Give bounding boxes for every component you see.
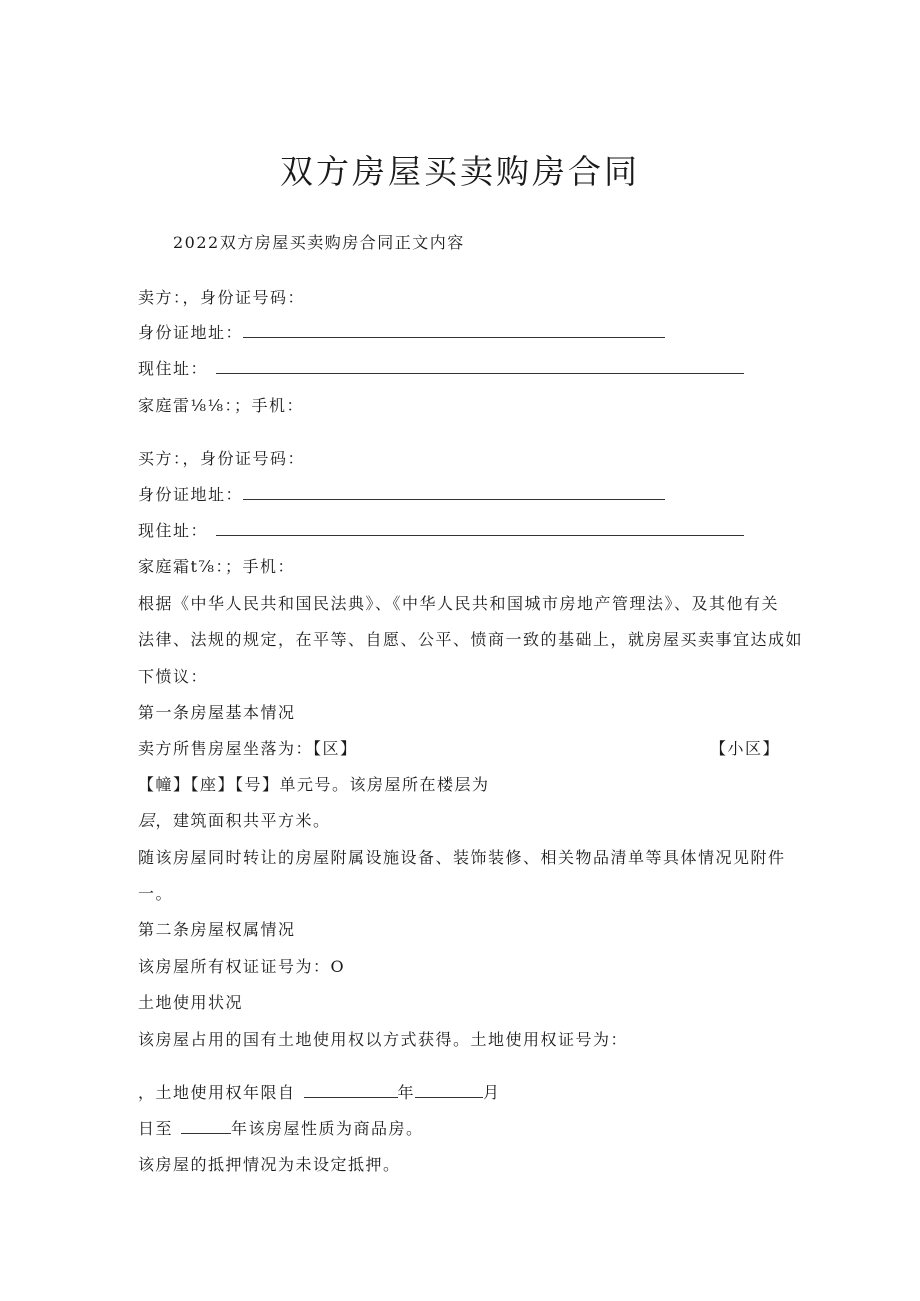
article2-term-year: 年 bbox=[397, 1083, 416, 1102]
article2-land-line: 该房屋占用的国有土地使用权以方式获得。土地使用权证号为： bbox=[138, 1030, 629, 1049]
seller-id-address-label: 身份证地址： bbox=[138, 323, 244, 342]
article2-term-line bbox=[138, 1083, 501, 1103]
intro-line-3: 下愤议： bbox=[138, 667, 209, 686]
buyer-id-address bbox=[138, 485, 665, 505]
article1-location-right: 【小区】 bbox=[709, 739, 780, 758]
buyer-current-address bbox=[138, 521, 744, 541]
article1-attach-line-2: 一。 bbox=[138, 884, 174, 903]
buyer-phone-line: 家庭霜t⅞：；手机： bbox=[138, 557, 295, 576]
intro-line-1: 根据《中华人民共和国民法典》、《中华人民共和国城市房地产管理法》、及其他有关 bbox=[138, 594, 780, 613]
article1-heading: 第一条房屋基本情况 bbox=[138, 703, 296, 722]
subtitle: 2022双方房屋买卖购房合同正文内容 bbox=[173, 233, 465, 252]
buyer-current-address-label: 现住址： bbox=[138, 521, 209, 540]
article2-term-month: 月 bbox=[483, 1083, 501, 1102]
article2-cert-line: 该房屋所有权证证号为：O bbox=[138, 957, 346, 976]
article2-mortgage-line: 该房屋的抵押情况为未设定抵押。 bbox=[138, 1155, 401, 1174]
seller-id-address bbox=[138, 323, 665, 343]
article1-attach-line-1: 随该房屋同时转让的房屋附属设施设备、装饰装修、相关物品清单等具体情况见附件 bbox=[138, 848, 786, 867]
seller-current-address-label: 现住址： bbox=[138, 359, 209, 378]
buyer-current-address-blank[interactable] bbox=[216, 521, 744, 536]
article1-floor-prefix: 层 bbox=[138, 811, 156, 830]
buyer-id-address-label: 身份证地址： bbox=[138, 485, 244, 504]
seller-name-line: 卖方：，身份证号码： bbox=[138, 288, 306, 307]
article1-location-left: 卖方所售房屋坐落为：【区】 bbox=[138, 739, 358, 758]
article2-heading: 第二条房屋权属情况 bbox=[138, 920, 296, 939]
article2-term-prefix: ，土地使用权年限自 bbox=[138, 1083, 296, 1102]
term-start-year-blank[interactable] bbox=[304, 1083, 398, 1098]
article2-term-end: 年该房屋性质为商品房。 bbox=[231, 1119, 424, 1138]
article2-land-heading: 土地使用状况 bbox=[138, 993, 244, 1012]
seller-phone-line: 家庭雷⅛⅛：；手机： bbox=[138, 396, 305, 415]
document-title: 双方房屋买卖购房合同 bbox=[280, 152, 640, 191]
seller-current-address-blank[interactable] bbox=[216, 359, 744, 374]
article2-term-end-line bbox=[138, 1119, 424, 1139]
term-end-year-blank[interactable] bbox=[181, 1119, 231, 1134]
article1-floor-line bbox=[138, 811, 331, 831]
term-start-month-blank[interactable] bbox=[415, 1083, 483, 1098]
seller-current-address bbox=[138, 359, 744, 379]
intro-line-2: 法律、法规的规定，在平等、自愿、公平、愤商一致的基础上，就房屋买卖事宜达成如 bbox=[138, 630, 804, 649]
seller-id-address-blank[interactable] bbox=[243, 323, 665, 338]
buyer-id-address-blank[interactable] bbox=[243, 485, 665, 500]
article1-floor-text: ，建筑面积共平方米。 bbox=[155, 811, 331, 830]
article1-building-line: 【幢】【座】【号】单元号。该房屋所在楼层为 bbox=[138, 775, 490, 794]
article2-term-day-prefix: 日至 bbox=[138, 1119, 174, 1138]
buyer-name-line: 买方：，身份证号码： bbox=[138, 449, 306, 468]
